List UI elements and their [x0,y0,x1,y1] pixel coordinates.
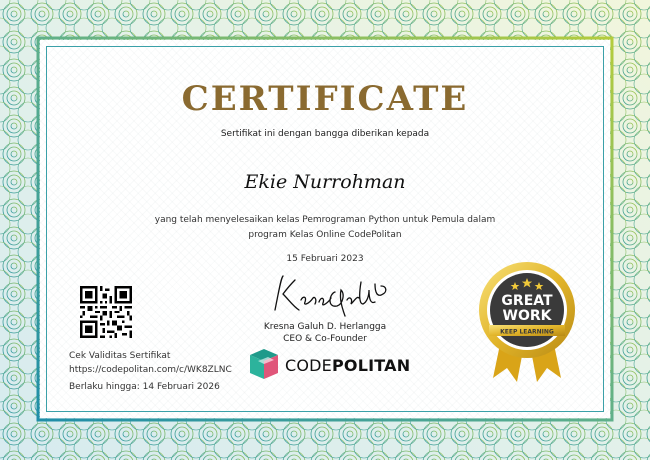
course-description [0,213,650,243]
certificate-intro: Sertifikat ini dengan bangga diberikan kepada [220,129,430,139]
validity-url[interactable]: https://codepolitan.com/c/WK8ZLNC [69,365,232,375]
description-line-2: program Kelas Online CodePolitan [248,230,402,240]
badge-ribbon-text: KEEP LEARNING [500,328,554,336]
signatory-name: Kresna Galuh D. Herlangga [263,322,387,332]
signature-image [265,270,395,320]
badge-line-1: GREAT [501,293,553,309]
logo-text-code: CODE [285,356,332,375]
codepolitan-logo-icon [248,349,282,381]
recipient-name: Ekie Nurrohman [244,171,406,193]
issue-date: 15 Februari 2023 [286,254,364,264]
badge-line-2: WORK [502,308,552,324]
validity-label: Cek Validitas Sertifikat [69,351,171,361]
qr-code[interactable] [80,286,132,338]
certificate-title: CERTIFICATE [181,79,469,119]
signatory-role: CEO & Co-Founder [283,334,367,344]
validity-expiry: Berlaku hingga: 14 Februari 2026 [69,382,220,392]
logo-text-politan: POLITAN [332,356,411,375]
codepolitan-logo-text [285,356,410,375]
description-line-1: yang telah menyelesaikan kelas Pemrograman Python untuk Pemula dalam [154,215,496,225]
great-work-badge [475,260,579,382]
